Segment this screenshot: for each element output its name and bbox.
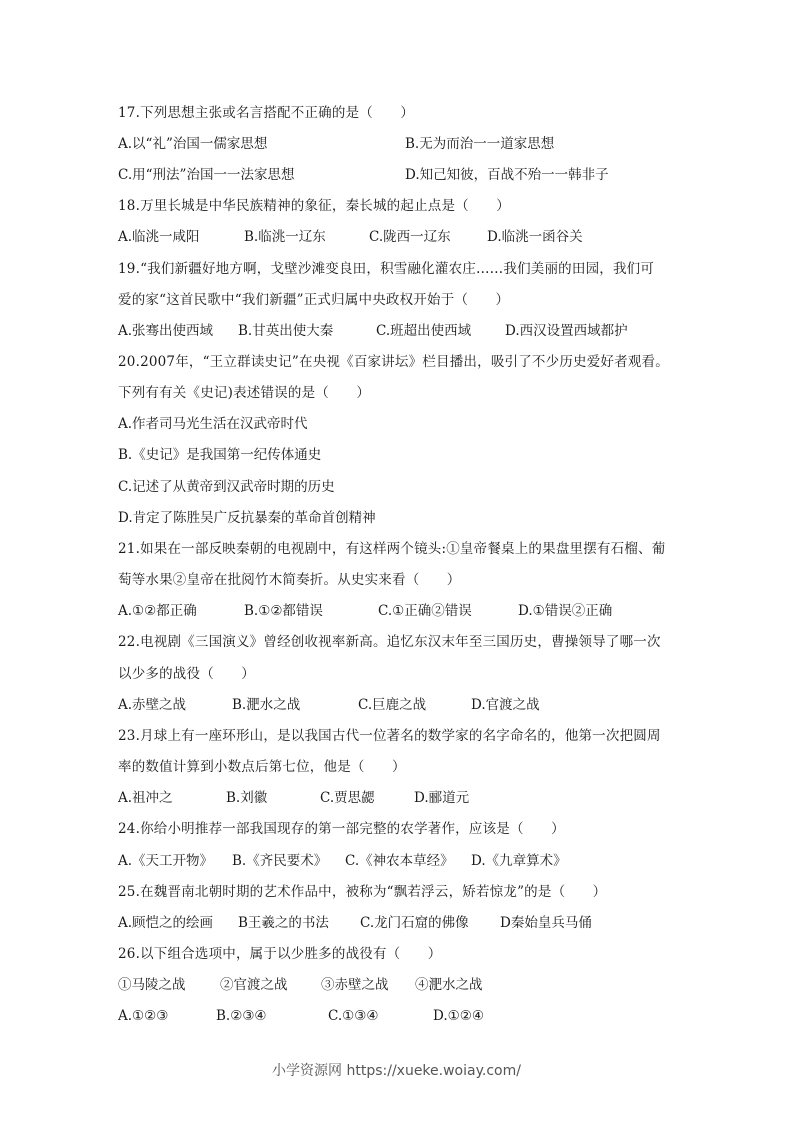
question-23-stem-line1: 23.月球上有一座环形山，是以我国古代一位著名的数学家的名字命名的，他第一次把圆周 — [118, 728, 661, 744]
question-17-stem: 17.下列思想主张或名言搭配不正确的是（ ） — [118, 105, 415, 121]
question-26-item-2: ②官渡之战 — [220, 977, 288, 993]
question-17-option-b: B.无为而治一一道家思想 — [405, 136, 555, 152]
question-22-option-b: B.淝水之战 — [232, 697, 301, 713]
question-26-item-4: ④淝水之战 — [415, 977, 483, 993]
question-25-option-d: D秦始皇兵马俑 — [500, 915, 592, 931]
question-20-option-c: C.记述了从黄帝到汉武帝时期的历史 — [118, 479, 335, 495]
question-17-option-d: D.知己知彼，百战不殆一一韩非子 — [405, 167, 609, 183]
question-24-option-c: C.《神农本草经》 — [345, 853, 454, 869]
question-23-stem-line2: 率的数值计算到小数点后第七位，他是（ ） — [118, 759, 406, 775]
question-26-option-b: B.②③④ — [216, 1008, 267, 1024]
question-18-option-d: D.临洮一函谷关 — [487, 229, 583, 245]
question-26-option-c: C.①③④ — [328, 1008, 379, 1024]
question-24-option-a: A.《天工开物》 — [118, 853, 214, 869]
question-19-option-a: A.张骞出使西域 — [118, 323, 214, 339]
question-20-stem-line2: 下列有有关《史记)表述错误的是（ ） — [118, 385, 371, 401]
question-25-option-c: C.龙门石窟的佛像 — [360, 915, 469, 931]
question-21-option-a: A.①②都正确 — [118, 603, 197, 619]
question-23-option-c: C.贾思勰 — [320, 790, 375, 806]
question-22-option-d: D.官渡之战 — [471, 697, 540, 713]
question-24-stem: 24.你给小明推荐一部我国现存的第一部完整的农学著作，应该是（ ） — [118, 821, 565, 837]
question-18-option-a: A.临洮一咸阳 — [118, 229, 200, 245]
question-22-option-c: C.巨鹿之战 — [358, 697, 427, 713]
question-24-option-d: D.《九章算术》 — [471, 853, 567, 869]
question-18-option-b: B.临洮一辽东 — [244, 229, 326, 245]
question-23-option-b: B.刘徽 — [226, 790, 268, 806]
question-21-option-c: C.①正确②错误 — [378, 603, 472, 619]
question-20-stem-line1: 20.2007年，“王立群读史记”在央视《百家讲坛》栏目播出，吸引了不少历史爱好者观看。 — [118, 354, 669, 370]
question-26-item-1: ①马陵之战 — [118, 977, 186, 993]
question-21-stem-line1: 21.如果在一部反映秦朝的电视剧中，有这样两个镜头:①皇帝餐桌上的果盘里摆有石榴、葡 — [118, 541, 666, 557]
question-19-stem-line2: 爱的家“这首民歌中“我们新疆”正式归属中央政权开始于（ ） — [118, 292, 510, 308]
question-26-item-3: ③赤壁之战 — [321, 977, 389, 993]
question-21-stem-line2: 萄等水果②皇帝在批阅竹木简奏折。从史实来看（ ） — [118, 572, 461, 588]
question-25-option-a: A.顾恺之的绘画 — [118, 915, 214, 931]
question-19-option-c: C.班超出使西域 — [376, 323, 472, 339]
question-18-stem: 18.万里长城是中华民族精神的象征，秦长城的起止点是（ ） — [118, 198, 510, 214]
question-24-option-b: B.《齐民要术》 — [232, 853, 328, 869]
question-20-option-a: A.作者司马光生活在汉武帝时代 — [118, 416, 308, 432]
question-22-stem-line1: 22.电视剧《三国演义》曾经创收视率新高。追忆东汉末年至三国历史，曹操领导了哪一次 — [118, 634, 661, 650]
question-18-option-c: C.陇西一辽东 — [369, 229, 451, 245]
question-21-option-b: B.①②都错误 — [244, 603, 323, 619]
question-20-option-d: D.肯定了陈胜吴广反抗暴秦的革命首创精神 — [118, 510, 376, 526]
question-19-option-b: B.甘英出使大秦 — [238, 323, 334, 339]
question-19-option-d: D.西汉设置西域都护 — [505, 323, 628, 339]
question-20-option-b: B.《史记》是我国第一纪传体通史 — [118, 447, 322, 463]
question-21-option-d: D.①错误②正确 — [518, 603, 613, 619]
question-26-option-a: A.①②③ — [118, 1008, 169, 1024]
question-23-option-d: D.郦道元 — [414, 790, 470, 806]
question-22-stem-line2: 以少多的战役（ ） — [118, 666, 255, 682]
question-19-stem-line1: 19.“我们新疆好地方啊，戈壁沙滩变良田，积雪融化灌农庄……我们美丽的田园，我们可 — [118, 261, 655, 277]
question-17-option-c: C.用“刑法”治国一一法家思想 — [118, 167, 295, 183]
question-23-option-a: A.祖冲之 — [118, 790, 173, 806]
question-25-option-b: B王羲之的书法 — [238, 915, 329, 931]
footer-watermark: 小学资源网 https://xueke.woiay.com/ — [272, 1063, 521, 1079]
question-26-stem: 26.以下组合选项中，属于以少胜多的战役有（ ） — [118, 946, 442, 962]
question-17-option-a: A.以“礼”治国一儒家思想 — [118, 136, 268, 152]
question-22-option-a: A.赤壁之战 — [118, 697, 187, 713]
question-26-option-d: D.①②④ — [433, 1008, 484, 1024]
question-25-stem: 25.在魏晋南北朝时期的艺术作品中，被称为“飘若浮云，矫若惊龙”的是（ ） — [118, 884, 607, 900]
